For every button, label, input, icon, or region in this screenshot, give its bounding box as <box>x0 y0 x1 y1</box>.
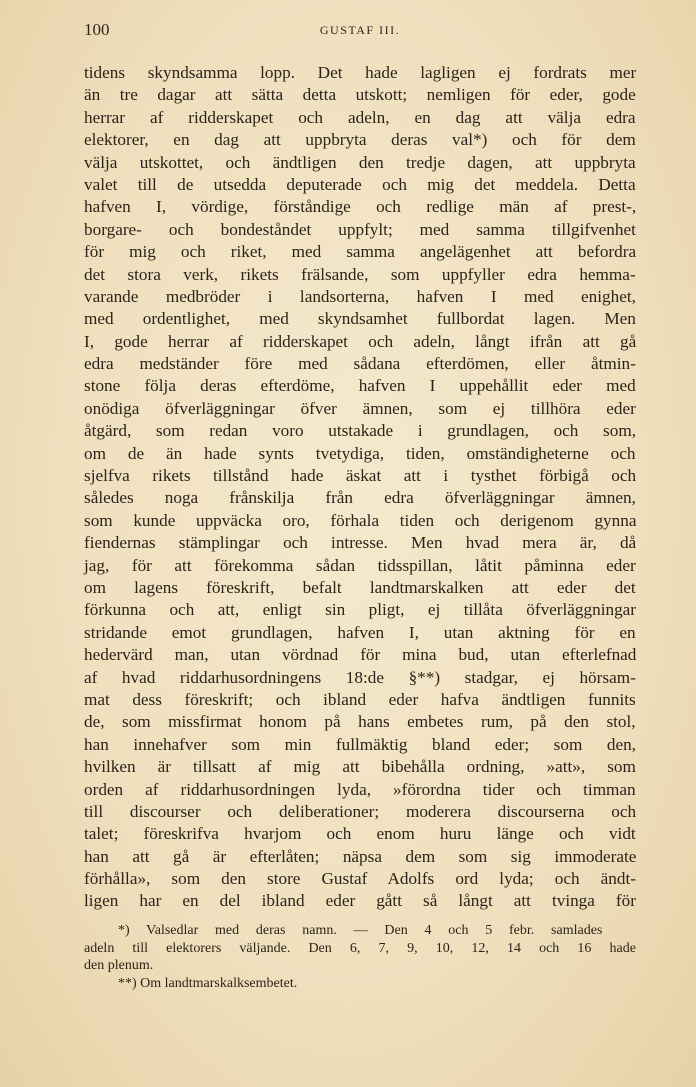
text-line: än tre dagar att sätta detta utskott; nemligen för eder, gode <box>84 85 636 105</box>
page-header <box>84 20 636 42</box>
footnote-continuation: den plenum. <box>84 958 154 974</box>
body-text <box>84 62 636 913</box>
text-line: hafven I, vördige, förståndige och redlige män af prest-, <box>84 197 637 217</box>
footnote-landtmarskalk: **) Om landtmarskalksembetet. <box>118 975 298 991</box>
text-line: om de än hade synts tvetydiga, tiden, omständigheterne och <box>84 443 636 463</box>
text-line: varande medbröder i landsorterna, hafven I med enighet, <box>84 286 636 306</box>
text-line: jag, för att förekomma sådan tidsspillan, låtit påminna eder <box>84 555 636 575</box>
text-line: välja utskottet, och ändtligen den tredje dagen, att uppbryta <box>84 152 636 172</box>
text-line: sjelfva rikets tillstånd hade äskat att i tysthet förbigå och <box>84 466 637 486</box>
text-line: onödiga öfverläggningar öfver ämnen, som ej tillhöra eder <box>84 398 636 418</box>
text-line: fiendernas stämplingar och intresse. Men hvad mera är, då <box>84 533 637 553</box>
text-line: för mig och riket, med samma angelägenhet att befordra <box>84 242 637 262</box>
footnote-continuation: adeln till elektorers väljande. Den 6, 7, 9, 10, 12, 14 och 16 hade <box>84 940 636 956</box>
text-line: åtgärd, som redan voro utstakade i grundlagen, och som, <box>84 421 637 441</box>
text-line: till discourser och deliberationer; moderera discourserna och <box>84 801 637 821</box>
text-line: stone följa deras efterdöme, hafven I uppehållit eder med <box>84 376 636 396</box>
text-line: borgare- och bondeståndet uppfylt; med samma tillgifvenhet <box>84 219 636 239</box>
text-line: edra medständer före med sådana efterdömen, eller åtmin- <box>84 354 636 374</box>
text-line: tidens skyndsamma lopp. Det hade lagligen ej fordrats mer <box>84 63 637 82</box>
running-head: GUSTAF III. <box>319 23 401 37</box>
text-line: det stora verk, rikets frälsande, som uppfyller edra hemma- <box>84 264 636 284</box>
text-line: förkunna och att, enligt sin pligt, ej tillåta öfverläggningar <box>84 600 637 620</box>
footnotes <box>84 922 636 992</box>
text-line: af hvad riddarhusordningens 18:de §**) stadgar, ej hörsam- <box>84 667 636 687</box>
text-line: han innehafver som min fullmäktig bland eder; som den, <box>84 734 636 754</box>
text-line: talet; föreskrifva hvarjom och enom huru länge och vidt <box>84 824 636 844</box>
text-line: som kunde uppväcka oro, förhala tiden och derigenom gynna <box>84 510 637 530</box>
text-line: herrar af ridderskapet och adeln, en dag att välja edra <box>84 107 636 127</box>
text-line: förhålla», som den store Gustaf Adolfs ord lyda; och ändt- <box>84 869 636 889</box>
text-line: ligen har en del ibland eder gått så långt att tvinga för <box>84 891 636 911</box>
text-line: mat dess föreskrift; och ibland eder hafva ändtligen funnits <box>84 689 636 709</box>
text-line: orden af riddarhusordningen lyda, »förordna tider och timman <box>84 779 636 799</box>
footnote-valsedlar: *) Valsedlar med deras namn. — Den 4 och 5 febr. samlades <box>118 923 603 938</box>
text-line: I, gode herrar af ridderskapet och adeln, långt ifrån att gå <box>84 331 637 351</box>
text-line: hedervärd man, utan vördnad för mina bud, utan efterlefnad <box>84 645 637 665</box>
text-line: hvilken är tillsatt af mig att bibehålla ordning, »att», som <box>84 757 636 777</box>
text-line: han att gå är efterlåten; näpsa dem som sig immoderate <box>84 846 637 866</box>
text-line: valet till de utsedda deputerade och mig det meddela. Detta <box>84 174 636 194</box>
page-number: 100 <box>84 20 110 39</box>
text-line: således noga frånskilja från edra öfverläggningar ämnen, <box>84 488 636 508</box>
text-line: stridande emot grundlagen, hafven I, utan aktning för en <box>84 622 636 642</box>
text-line: elektorer, en dag att uppbryta deras val*) och för dem <box>84 130 636 150</box>
text-line: om lagens föreskrift, befalt landtmarskalken att eder det <box>84 577 636 597</box>
text-line: med ordentlighet, med skyndsamhet fullbordat lagen. Men <box>84 309 636 329</box>
text-line: de, som missfirmat honom på hans embetes rum, på den stol, <box>84 712 636 732</box>
